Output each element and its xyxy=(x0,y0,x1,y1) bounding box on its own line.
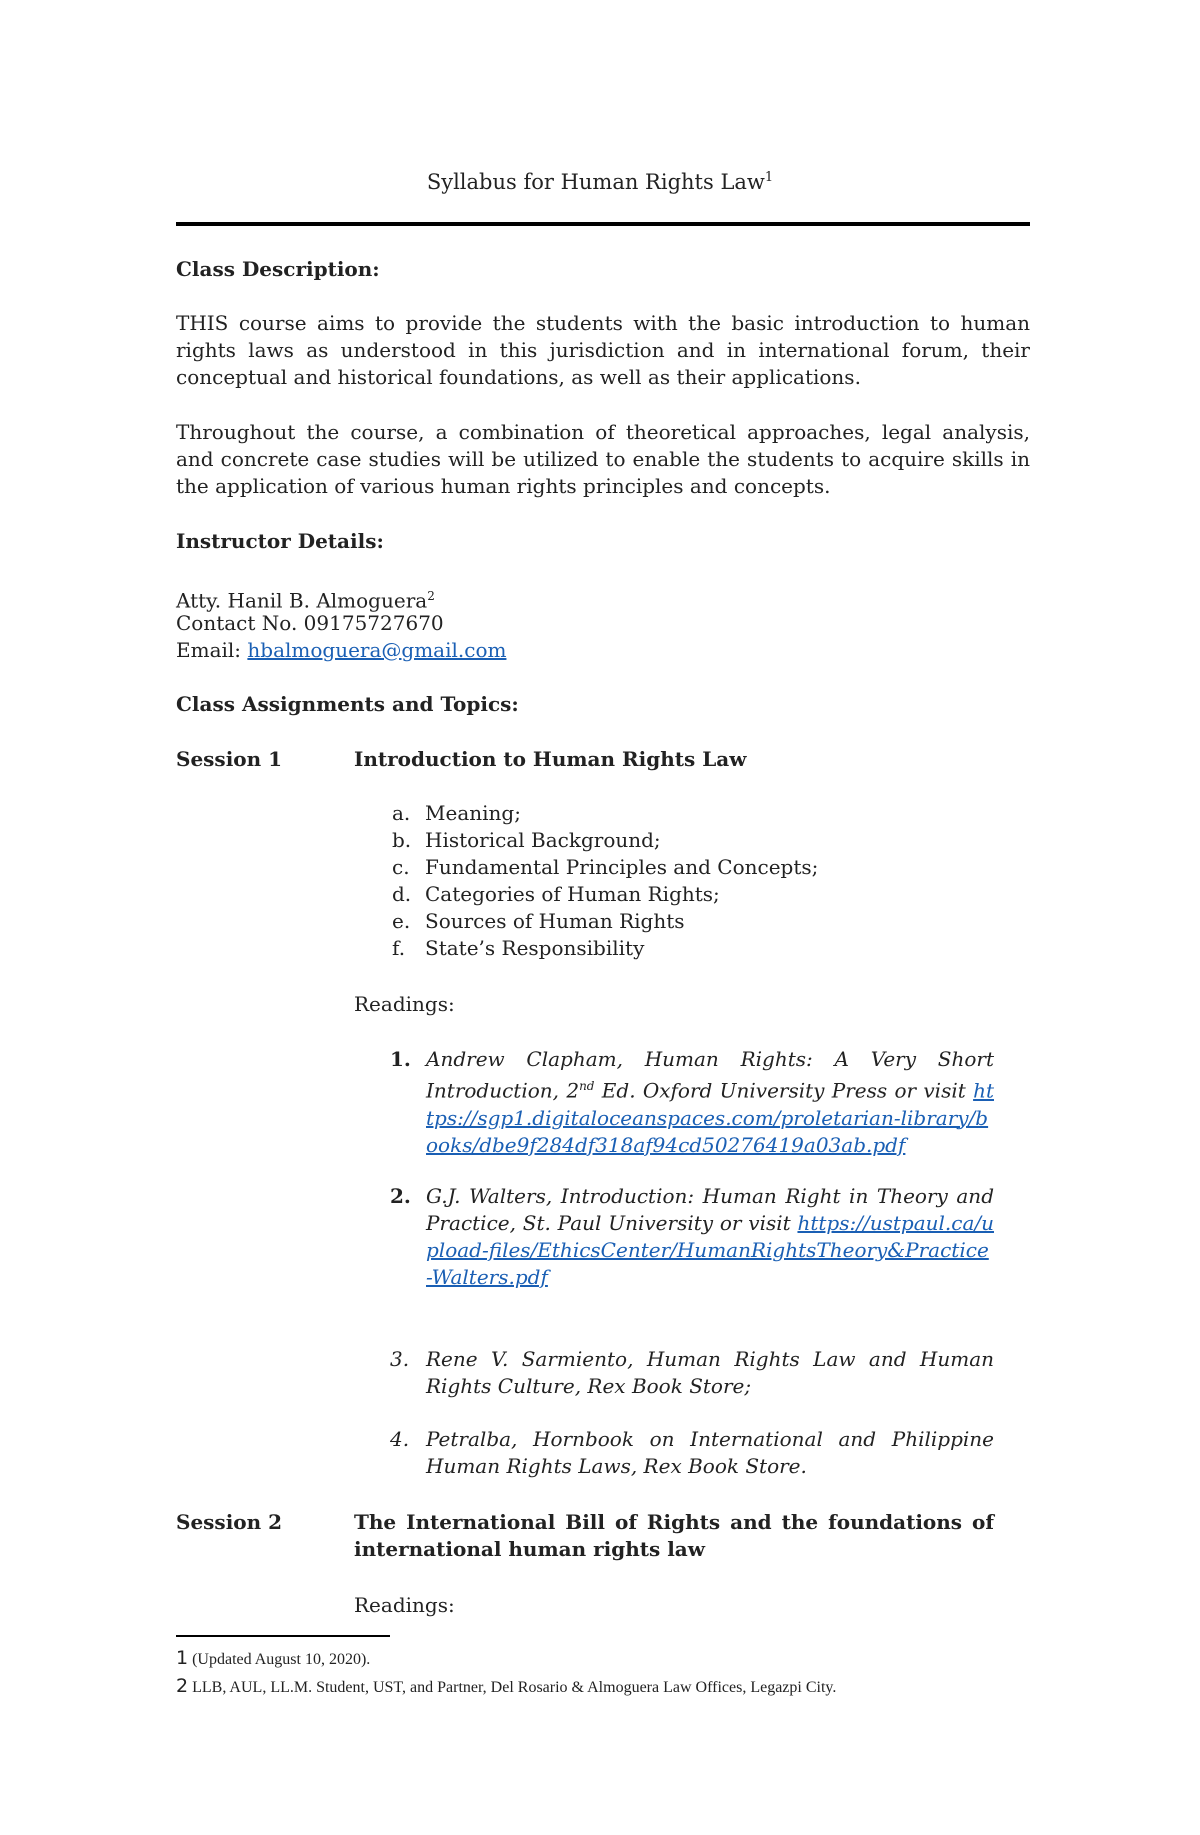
topic-text: Meaning; xyxy=(425,801,521,825)
reading-item xyxy=(354,1426,994,1480)
class-description-heading: Class Description: xyxy=(176,257,380,281)
reading-number: 3. xyxy=(390,1347,410,1371)
session-2-readings-label: Readings: xyxy=(354,1593,455,1617)
topic-text: Fundamental Principles and Concepts; xyxy=(425,855,819,879)
title-divider xyxy=(176,222,1030,226)
topic-item xyxy=(354,881,994,908)
reading-link[interactable]: https://sgp1.digitaloceanspaces.com/proletarian-library/books/dbe9f284df318af94cd50276419a03ab.pdf xyxy=(426,1078,994,1157)
topic-marker: c. xyxy=(392,855,410,879)
topic-text: Categories of Human Rights; xyxy=(425,882,720,906)
session-1-label: Session 1 xyxy=(176,747,283,771)
email-label: Email: xyxy=(176,638,248,662)
topic-item xyxy=(354,935,994,962)
email-link[interactable]: hbalmoguera@gmail.com xyxy=(247,638,507,662)
footnote-text: LLB, AUL, LL.M. Student, UST, and Partner, Del Rosario & Almoguera Law Offices, Legazpi City. xyxy=(188,1679,837,1696)
instructor-contact: Contact No. 09175727670 xyxy=(176,611,444,635)
assignments-heading: Class Assignments and Topics: xyxy=(176,692,519,716)
reading-citation: G.J. Walters, Introduction: Human Right in Theory and Practice, St. Paul University or visit xyxy=(426,1184,994,1235)
title-text: Syllabus for Human Rights Law xyxy=(426,170,765,194)
reading-item xyxy=(354,1183,994,1291)
topic-item xyxy=(354,908,994,935)
page-title xyxy=(0,170,1200,194)
class-description-paragraph-2: Throughout the course, a combination of theoretical approaches, legal analysis, and concrete case studies will be utilized to enable the students to acquire skills in the application of various human rights principles and concepts. xyxy=(176,420,1030,498)
topic-marker: d. xyxy=(392,882,412,906)
topic-item xyxy=(354,827,994,854)
reading-citation: Rene V. Sarmiento, Human Rights Law and Human Rights Culture, Rex Book Store; xyxy=(426,1347,994,1398)
topic-text: State’s Responsibility xyxy=(425,936,645,960)
reading-number: 4. xyxy=(390,1427,410,1451)
reading-item xyxy=(354,1346,994,1400)
topic-item xyxy=(354,854,994,881)
footnote-separator xyxy=(176,1635,390,1637)
topic-text: Historical Background; xyxy=(425,828,661,852)
session-1-title: Introduction to Human Rights Law xyxy=(354,747,747,771)
topic-item xyxy=(354,800,994,827)
footnote-text: (Updated August 10, 2020). xyxy=(188,1651,371,1668)
footnote-number: 2 xyxy=(176,1675,189,1697)
topic-marker: f. xyxy=(392,936,406,960)
footnote-number: 1 xyxy=(176,1647,189,1669)
reading-superscript: nd xyxy=(579,1079,595,1093)
footnote-ref-2[interactable]: 2 xyxy=(427,589,435,603)
footnote-1 xyxy=(176,1647,370,1671)
instructor-email xyxy=(176,637,1030,664)
reading-number: 1. xyxy=(390,1047,411,1071)
reading-citation-cont: Ed. Oxford University Press or visit xyxy=(594,1078,974,1103)
instructor-name-text: Atty. Hanil B. Almoguera xyxy=(176,588,428,613)
reading-citation: Andrew Clapham, Human Rights: A Very Short Introduction, 2 xyxy=(426,1047,994,1103)
topic-marker: e. xyxy=(392,909,411,933)
footnote-ref-1[interactable]: 1 xyxy=(764,170,774,185)
topic-marker: a. xyxy=(392,801,411,825)
instructor-heading: Instructor Details: xyxy=(176,529,384,553)
session-1-topic-list xyxy=(354,800,994,962)
reading-item xyxy=(354,1046,994,1159)
reading-citation: Petralba, Hornbook on International and Philippine Human Rights Laws, Rex Book Store. xyxy=(426,1427,994,1478)
topic-text: Sources of Human Rights xyxy=(425,909,685,933)
class-description-paragraph-1: THIS course aims to provide the students with the basic introduction to human rights laws as understood in this jurisdiction and in international forum, their conceptual and historical foundations, as well as their applications. xyxy=(176,311,1030,389)
reading-link[interactable]: https://ustpaul.ca/upload-files/EthicsCenter/HumanRightsTheory&Practice-Walters.pdf xyxy=(426,1211,994,1289)
session-2-title: The International Bill of Rights and the foundations of international human rights law xyxy=(354,1510,994,1561)
session-2-label: Session 2 xyxy=(176,1510,283,1534)
footnote-2 xyxy=(176,1675,836,1699)
topic-marker: b. xyxy=(392,828,412,852)
reading-number: 2. xyxy=(390,1184,411,1208)
session-1-readings-label: Readings: xyxy=(354,992,455,1016)
